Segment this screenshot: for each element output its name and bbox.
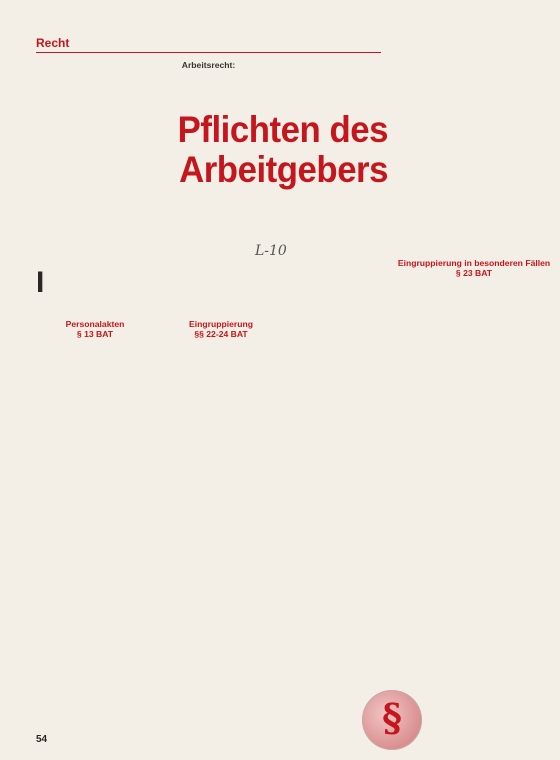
page-folio (36, 734, 53, 745)
section-heading-line: Personalakten (65, 319, 125, 329)
body-paragraph (390, 156, 558, 201)
text-line (36, 344, 154, 353)
body-paragraph (36, 446, 154, 491)
text-line (36, 286, 154, 295)
headline-line-1: Pflichten des (177, 109, 388, 150)
text-line (162, 380, 280, 389)
text-line (162, 413, 280, 422)
text-line (390, 90, 558, 99)
text-line (390, 165, 558, 174)
paragraph-seal-icon (362, 690, 422, 750)
section-heading-line: §§ 22-24 BAT (194, 329, 248, 339)
text-line (162, 362, 280, 371)
text-line (390, 141, 558, 150)
text-line (162, 353, 280, 362)
text-line (390, 310, 558, 319)
article-headline (164, 110, 388, 190)
text-line (390, 39, 558, 48)
section-heading-line: § 23 BAT (455, 268, 493, 278)
text-line (390, 123, 558, 132)
text-line (162, 344, 280, 353)
section-heading (390, 258, 558, 278)
text-line (162, 482, 280, 491)
text-line (36, 473, 154, 482)
text-line (162, 277, 280, 286)
text-line (390, 114, 558, 123)
text-line (390, 216, 558, 225)
text-line (36, 395, 154, 404)
section-heading-line: Eingruppierung in besonderen Fällen (397, 258, 551, 268)
page-number: 54 (36, 734, 48, 745)
section-heading (36, 319, 154, 339)
drop-cap: I (36, 266, 45, 299)
text-line (162, 473, 280, 482)
text-line (36, 277, 154, 286)
text-line (390, 72, 558, 81)
text-line (36, 380, 154, 389)
body-paragraph (390, 283, 558, 328)
text-line (390, 234, 558, 243)
text-line (390, 54, 558, 63)
text-line (162, 422, 280, 431)
text-line (390, 30, 558, 39)
text-line (36, 353, 154, 362)
text-line (390, 192, 558, 201)
text-column-1 (36, 268, 154, 708)
text-column-2 (162, 268, 280, 728)
text-line (390, 207, 558, 216)
text-line (36, 482, 154, 491)
article-deck (36, 60, 381, 72)
body-paragraph (390, 3, 558, 48)
text-line (162, 304, 280, 313)
text-line (36, 464, 154, 473)
seal-symbol: § (382, 695, 402, 740)
text-line (162, 455, 280, 464)
section-heading-line: § 13 BAT (76, 329, 114, 339)
text-line (36, 371, 154, 380)
text-line (390, 301, 558, 310)
text-line (390, 174, 558, 183)
body-paragraph (390, 105, 558, 150)
text-line (36, 362, 154, 371)
text-line (390, 132, 558, 141)
rubric-rule (36, 52, 381, 53)
section-heading (162, 319, 280, 339)
text-line (390, 105, 558, 114)
body-paragraph (162, 268, 280, 313)
text-line (162, 395, 280, 404)
text-line (36, 446, 154, 455)
text-line (390, 225, 558, 234)
text-line (390, 81, 558, 90)
body-paragraph (162, 395, 280, 440)
text-line (36, 455, 154, 464)
body-paragraph (390, 54, 558, 99)
text-column-3 (390, 3, 558, 748)
text-line (390, 3, 558, 12)
deck-lead: Arbeitsrecht: (181, 60, 236, 70)
section-rubric: Recht (36, 36, 70, 50)
text-line (162, 431, 280, 440)
text-line (36, 295, 154, 304)
text-line (36, 268, 154, 277)
text-line (390, 156, 558, 165)
text-line (162, 446, 280, 455)
text-line (36, 422, 154, 431)
body-paragraph (162, 344, 280, 389)
text-line (162, 371, 280, 380)
text-line (390, 21, 558, 30)
text-line (36, 404, 154, 413)
handwritten-mark: L-10 (255, 243, 287, 259)
body-paragraph (36, 268, 154, 313)
text-line (390, 243, 558, 252)
text-line (36, 413, 154, 422)
body-paragraph (162, 446, 280, 491)
text-line (162, 295, 280, 304)
text-line (162, 286, 280, 295)
body-paragraph (36, 395, 154, 440)
text-line (390, 63, 558, 72)
body-paragraph (390, 207, 558, 252)
text-line (36, 304, 154, 313)
text-line (162, 404, 280, 413)
section-heading-line: Eingruppierung (189, 319, 253, 329)
text-line (36, 431, 154, 440)
text-line (390, 292, 558, 301)
text-line (390, 319, 558, 328)
text-line (162, 464, 280, 473)
text-line (162, 268, 280, 277)
text-line (390, 283, 558, 292)
body-paragraph (36, 344, 154, 389)
text-line (390, 183, 558, 192)
text-line (390, 12, 558, 21)
headline-line-2: Arbeitgebers (179, 149, 388, 190)
